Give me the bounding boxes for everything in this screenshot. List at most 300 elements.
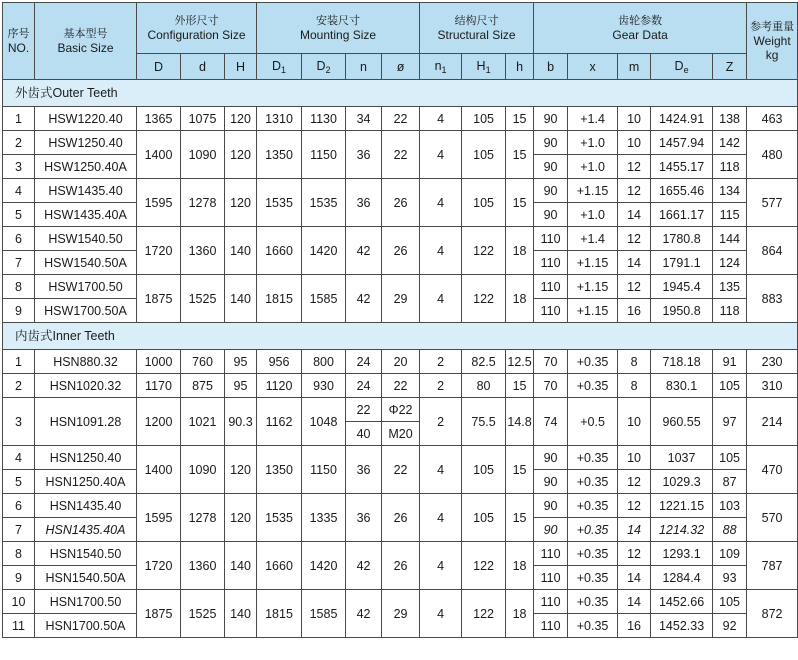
cell-weight: 577: [747, 179, 798, 227]
cell-h: 18: [506, 590, 534, 638]
row-number: 3: [3, 155, 35, 179]
cell-x: +1.15: [568, 275, 618, 299]
cell-n1: 2: [420, 350, 462, 374]
cell-d: 875: [181, 374, 225, 398]
cell-n: 40: [346, 422, 382, 446]
cell-h: 18: [506, 227, 534, 275]
cell-m: 16: [618, 614, 651, 638]
cell-x: +1.15: [568, 179, 618, 203]
cell-n: 42: [346, 275, 382, 323]
cell-H: 95: [225, 350, 257, 374]
cell-Z: 134: [713, 179, 747, 203]
cell-phi: 20: [382, 350, 420, 374]
cell-Z: 105: [713, 446, 747, 470]
cell-b: 90: [534, 446, 568, 470]
cell-n1: 2: [420, 374, 462, 398]
cell-D2: 800: [302, 350, 346, 374]
cell-m: 12: [618, 179, 651, 203]
cell-x: +1.4: [568, 227, 618, 251]
cell-n1: 2: [420, 398, 462, 446]
cell-Z: 87: [713, 470, 747, 494]
cell-De: 1950.8: [651, 299, 713, 323]
cell-weight: 883: [747, 275, 798, 323]
cell-De: 1655.46: [651, 179, 713, 203]
cell-x: +1.0: [568, 203, 618, 227]
cell-H1: 82.5: [462, 350, 506, 374]
cell-phi: 22: [382, 107, 420, 131]
header-config: 外形尺寸 Configuration Size: [137, 3, 257, 54]
cell-De: 1455.17: [651, 155, 713, 179]
cell-D2: 930: [302, 374, 346, 398]
cell-H: 140: [225, 590, 257, 638]
cell-De: 1780.8: [651, 227, 713, 251]
cell-Z: 118: [713, 155, 747, 179]
cell-H: 120: [225, 107, 257, 131]
cell-Z: 93: [713, 566, 747, 590]
cell-Z: 105: [713, 590, 747, 614]
cell-D: 1365: [137, 107, 181, 131]
cell-m: 10: [618, 446, 651, 470]
cell-D2: 1048: [302, 398, 346, 446]
cell-H1: 105: [462, 107, 506, 131]
table-row: [3, 227, 798, 251]
cell-n1: 4: [420, 227, 462, 275]
cell-x: +0.35: [568, 590, 618, 614]
cell-phi: 29: [382, 590, 420, 638]
cell-H: 120: [225, 494, 257, 542]
model-name: HSW1435.40: [35, 179, 137, 203]
cell-m: 12: [618, 494, 651, 518]
cell-weight: 787: [747, 542, 798, 590]
cell-Z: 91: [713, 350, 747, 374]
section-inner-teeth-label: 内齿式Inner Teeth: [3, 323, 798, 350]
cell-Z: 135: [713, 275, 747, 299]
cell-h: 12.5: [506, 350, 534, 374]
cell-phi: 22: [382, 446, 420, 494]
cell-D: 1720: [137, 542, 181, 590]
cell-D2: 1150: [302, 446, 346, 494]
cell-b: 110: [534, 542, 568, 566]
cell-x: +1.15: [568, 251, 618, 275]
cell-m: 14: [618, 518, 651, 542]
table-row: [3, 107, 798, 131]
cell-d: 760: [181, 350, 225, 374]
cell-Z: 118: [713, 299, 747, 323]
header-no: 序号 NO.: [3, 3, 35, 80]
cell-Z: 88: [713, 518, 747, 542]
cell-x: +0.35: [568, 470, 618, 494]
cell-m: 14: [618, 590, 651, 614]
cell-n1: 4: [420, 446, 462, 494]
cell-Z: 105: [713, 374, 747, 398]
cell-D1: 1162: [257, 398, 302, 446]
table-row: [3, 446, 798, 470]
cell-n1: 4: [420, 275, 462, 323]
cell-d: 1278: [181, 179, 225, 227]
model-name: HSN1091.28: [35, 398, 137, 446]
cell-D: 1875: [137, 590, 181, 638]
cell-H: 120: [225, 179, 257, 227]
row-number: 5: [3, 203, 35, 227]
cell-D: 1875: [137, 275, 181, 323]
cell-h: 18: [506, 542, 534, 590]
section-outer-teeth-label: 外齿式Outer Teeth: [3, 80, 798, 107]
cell-H: 140: [225, 275, 257, 323]
cell-n1: 4: [420, 179, 462, 227]
cell-H1: 122: [462, 227, 506, 275]
cell-x: +0.35: [568, 614, 618, 638]
cell-b: 70: [534, 374, 568, 398]
cell-D2: 1130: [302, 107, 346, 131]
cell-n: 36: [346, 494, 382, 542]
cell-x: +0.5: [568, 398, 618, 446]
cell-De: 1791.1: [651, 251, 713, 275]
cell-D2: 1420: [302, 542, 346, 590]
row-number: 8: [3, 275, 35, 299]
row-number: 8: [3, 542, 35, 566]
cell-b: 110: [534, 227, 568, 251]
cell-D: 1720: [137, 227, 181, 275]
cell-n1: 4: [420, 590, 462, 638]
row-number: 9: [3, 299, 35, 323]
cell-H1: 105: [462, 131, 506, 179]
col-x: x: [568, 54, 618, 80]
cell-x: +1.0: [568, 131, 618, 155]
cell-D1: 1310: [257, 107, 302, 131]
cell-De: 830.1: [651, 374, 713, 398]
cell-D: 1400: [137, 131, 181, 179]
cell-m: 12: [618, 470, 651, 494]
cell-D2: 1585: [302, 275, 346, 323]
model-name: HSN1250.40: [35, 446, 137, 470]
col-n1: $n_1$: [420, 54, 462, 80]
col-D2: $D_2$: [302, 54, 346, 80]
cell-D1: 1535: [257, 494, 302, 542]
cell-Z: 109: [713, 542, 747, 566]
cell-b: 90: [534, 494, 568, 518]
cell-m: 14: [618, 251, 651, 275]
cell-weight: 310: [747, 374, 798, 398]
row-number: 4: [3, 179, 35, 203]
cell-De: 960.55: [651, 398, 713, 446]
row-number: 7: [3, 251, 35, 275]
model-name: HSW1250.40: [35, 131, 137, 155]
cell-h: 15: [506, 374, 534, 398]
cell-De: 1424.91: [651, 107, 713, 131]
cell-b: 90: [534, 470, 568, 494]
cell-n: 22: [346, 398, 382, 422]
row-number: 11: [3, 614, 35, 638]
cell-m: 12: [618, 275, 651, 299]
cell-d: 1090: [181, 131, 225, 179]
cell-h: 15: [506, 179, 534, 227]
cell-D: 1400: [137, 446, 181, 494]
cell-b: 70: [534, 350, 568, 374]
cell-D1: 1660: [257, 542, 302, 590]
cell-De: 1945.4: [651, 275, 713, 299]
cell-d: 1278: [181, 494, 225, 542]
cell-b: 110: [534, 590, 568, 614]
col-De: $D_e$: [651, 54, 713, 80]
cell-m: 16: [618, 299, 651, 323]
row-number: 3: [3, 398, 35, 446]
cell-b: 90: [534, 179, 568, 203]
cell-x: +0.35: [568, 374, 618, 398]
row-number: 2: [3, 131, 35, 155]
cell-b: 90: [534, 518, 568, 542]
cell-D2: 1420: [302, 227, 346, 275]
table-row: [3, 494, 798, 518]
cell-n: 24: [346, 350, 382, 374]
col-D: D: [137, 54, 181, 80]
cell-d: 1525: [181, 590, 225, 638]
cell-D2: 1335: [302, 494, 346, 542]
cell-phi: 26: [382, 494, 420, 542]
cell-m: 10: [618, 131, 651, 155]
cell-x: +0.35: [568, 446, 618, 470]
col-h: h: [506, 54, 534, 80]
row-number: 10: [3, 590, 35, 614]
cell-weight: 470: [747, 446, 798, 494]
cell-Z: 124: [713, 251, 747, 275]
cell-b: 90: [534, 155, 568, 179]
cell-De: 1037: [651, 446, 713, 470]
cell-De: 1452.33: [651, 614, 713, 638]
model-name: HSW1700.50A: [35, 299, 137, 323]
cell-D2: 1150: [302, 131, 346, 179]
cell-H1: 122: [462, 590, 506, 638]
cell-Z: 142: [713, 131, 747, 155]
cell-x: +0.35: [568, 350, 618, 374]
cell-m: 10: [618, 398, 651, 446]
cell-D1: 956: [257, 350, 302, 374]
cell-D: 1170: [137, 374, 181, 398]
cell-phi: 29: [382, 275, 420, 323]
cell-d: 1360: [181, 227, 225, 275]
cell-Z: 97: [713, 398, 747, 446]
table-row: [3, 350, 798, 374]
cell-n: 34: [346, 107, 382, 131]
cell-b: 74: [534, 398, 568, 446]
header-structural: 结构尺寸 Structural Size: [420, 3, 534, 54]
cell-H1: 80: [462, 374, 506, 398]
cell-n: 36: [346, 179, 382, 227]
cell-x: +1.15: [568, 299, 618, 323]
cell-h: 15: [506, 494, 534, 542]
cell-H1: 105: [462, 446, 506, 494]
cell-De: 1214.32: [651, 518, 713, 542]
model-name: HSW1700.50: [35, 275, 137, 299]
cell-H: 120: [225, 131, 257, 179]
cell-x: +1.4: [568, 107, 618, 131]
cell-Z: 144: [713, 227, 747, 251]
cell-d: 1525: [181, 275, 225, 323]
table-row: [3, 398, 798, 422]
cell-m: 8: [618, 374, 651, 398]
cell-x: +0.35: [568, 518, 618, 542]
cell-D: 1595: [137, 179, 181, 227]
col-H1: $H_1$: [462, 54, 506, 80]
col-Z: Z: [713, 54, 747, 80]
cell-De: 1029.3: [651, 470, 713, 494]
cell-D2: 1535: [302, 179, 346, 227]
cell-weight: 864: [747, 227, 798, 275]
cell-Z: 92: [713, 614, 747, 638]
cell-n: 36: [346, 131, 382, 179]
cell-H1: 122: [462, 275, 506, 323]
cell-h: 14.8: [506, 398, 534, 446]
header-gear: 齿轮参数 Gear Data: [534, 3, 747, 54]
cell-n: 42: [346, 542, 382, 590]
cell-m: 12: [618, 155, 651, 179]
cell-De: 718.18: [651, 350, 713, 374]
header-model: 基本型号 Basic Size: [35, 3, 137, 80]
model-name: HSN1700.50A: [35, 614, 137, 638]
cell-b: 110: [534, 299, 568, 323]
section-outer-teeth: [3, 80, 798, 107]
cell-D1: 1350: [257, 131, 302, 179]
cell-b: 110: [534, 566, 568, 590]
cell-h: 18: [506, 275, 534, 323]
cell-H: 120: [225, 446, 257, 494]
cell-b: 110: [534, 275, 568, 299]
cell-phi: 26: [382, 179, 420, 227]
cell-m: 14: [618, 203, 651, 227]
cell-H: 140: [225, 542, 257, 590]
cell-H: 140: [225, 227, 257, 275]
header-mounting: 安装尺寸 Mounting Size: [257, 3, 420, 54]
cell-b: 90: [534, 131, 568, 155]
col-D1: $D_1$: [257, 54, 302, 80]
cell-phi: Φ22: [382, 398, 420, 422]
cell-phi: M20: [382, 422, 420, 446]
cell-D: 1000: [137, 350, 181, 374]
cell-D1: 1535: [257, 179, 302, 227]
cell-x: +0.35: [568, 494, 618, 518]
cell-phi: 26: [382, 542, 420, 590]
cell-De: 1293.1: [651, 542, 713, 566]
cell-n1: 4: [420, 107, 462, 131]
table-row: [3, 374, 798, 398]
model-name: HSN1435.40A: [35, 518, 137, 542]
cell-De: 1221.15: [651, 494, 713, 518]
cell-D1: 1660: [257, 227, 302, 275]
cell-b: 110: [534, 251, 568, 275]
cell-D1: 1120: [257, 374, 302, 398]
col-H: H: [225, 54, 257, 80]
cell-Z: 115: [713, 203, 747, 227]
cell-weight: 214: [747, 398, 798, 446]
cell-H1: 105: [462, 494, 506, 542]
row-number: 2: [3, 374, 35, 398]
cell-b: 110: [534, 614, 568, 638]
cell-m: 8: [618, 350, 651, 374]
cell-x: +0.35: [568, 566, 618, 590]
cell-n: 36: [346, 446, 382, 494]
cell-Z: 138: [713, 107, 747, 131]
cell-m: 10: [618, 107, 651, 131]
cell-m: 12: [618, 542, 651, 566]
model-name: HSN1540.50A: [35, 566, 137, 590]
cell-m: 12: [618, 227, 651, 251]
specification-table: [2, 2, 798, 638]
cell-weight: 463: [747, 107, 798, 131]
cell-H: 95: [225, 374, 257, 398]
cell-d: 1075: [181, 107, 225, 131]
cell-weight: 872: [747, 590, 798, 638]
table-row: [3, 131, 798, 155]
cell-n1: 4: [420, 542, 462, 590]
cell-phi: 22: [382, 131, 420, 179]
cell-n1: 4: [420, 494, 462, 542]
cell-h: 15: [506, 446, 534, 494]
model-name: HSN1020.32: [35, 374, 137, 398]
cell-n1: 4: [420, 131, 462, 179]
cell-n: 42: [346, 590, 382, 638]
cell-H1: 75.5: [462, 398, 506, 446]
row-number: 1: [3, 107, 35, 131]
cell-d: 1090: [181, 446, 225, 494]
col-phi: ø: [382, 54, 420, 80]
cell-D1: 1350: [257, 446, 302, 494]
cell-D1: 1815: [257, 275, 302, 323]
cell-weight: 570: [747, 494, 798, 542]
header-weight: 参考重量 Weight kg: [747, 3, 798, 80]
col-b: b: [534, 54, 568, 80]
cell-D: 1200: [137, 398, 181, 446]
cell-x: +0.35: [568, 542, 618, 566]
model-name: HSN1700.50: [35, 590, 137, 614]
cell-n: 42: [346, 227, 382, 275]
cell-h: 15: [506, 107, 534, 131]
model-name: HSW1540.50A: [35, 251, 137, 275]
row-number: 1: [3, 350, 35, 374]
cell-De: 1457.94: [651, 131, 713, 155]
row-number: 4: [3, 446, 35, 470]
model-name: HSN1540.50: [35, 542, 137, 566]
cell-d: 1021: [181, 398, 225, 446]
cell-H1: 105: [462, 179, 506, 227]
col-m: m: [618, 54, 651, 80]
row-number: 9: [3, 566, 35, 590]
cell-weight: 230: [747, 350, 798, 374]
table-row: [3, 275, 798, 299]
section-inner-teeth: [3, 323, 798, 350]
row-number: 5: [3, 470, 35, 494]
cell-H1: 122: [462, 542, 506, 590]
cell-phi: 26: [382, 227, 420, 275]
cell-D2: 1585: [302, 590, 346, 638]
model-name: HSW1250.40A: [35, 155, 137, 179]
cell-d: 1360: [181, 542, 225, 590]
model-name: HSN1435.40: [35, 494, 137, 518]
model-name: HSW1540.50: [35, 227, 137, 251]
cell-m: 14: [618, 566, 651, 590]
table-row: [3, 590, 798, 614]
cell-b: 90: [534, 107, 568, 131]
cell-Z: 103: [713, 494, 747, 518]
cell-D1: 1815: [257, 590, 302, 638]
row-number: 7: [3, 518, 35, 542]
row-number: 6: [3, 494, 35, 518]
cell-b: 90: [534, 203, 568, 227]
cell-phi: 22: [382, 374, 420, 398]
col-d: d: [181, 54, 225, 80]
table-row: [3, 542, 798, 566]
table-row: [3, 179, 798, 203]
cell-H: 90.3: [225, 398, 257, 446]
cell-De: 1452.66: [651, 590, 713, 614]
